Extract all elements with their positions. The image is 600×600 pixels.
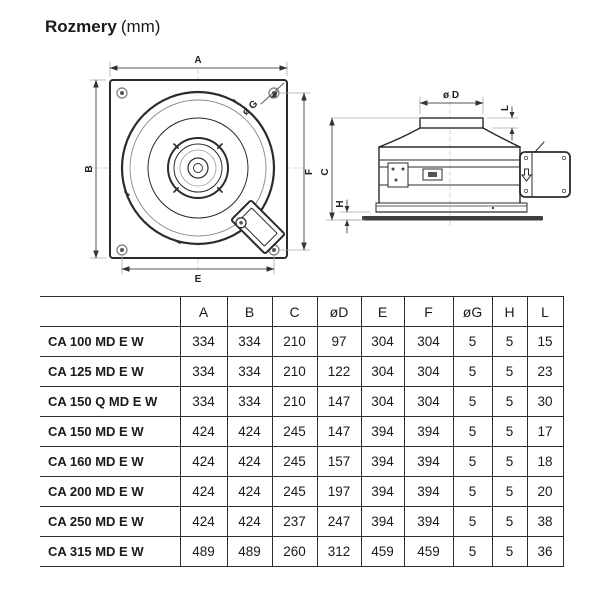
dim-label-a: A [194,55,202,66]
model-name-cell: CA 125 MD E W [40,357,180,387]
table-row [40,387,563,417]
dimension-value-cell: 260 [272,537,317,567]
dimension-value-cell: 334 [180,327,227,357]
dimension-value-cell: 394 [404,507,453,537]
dimension-value-cell: 5 [492,507,527,537]
dimension-value-cell: 122 [317,357,361,387]
dim-a-group [110,55,287,76]
dimension-value-cell: 424 [227,417,272,447]
table-header-cell: E [361,297,404,327]
dimension-value-cell: 38 [527,507,563,537]
dim-label-f: F [304,168,315,176]
table-row [40,477,563,507]
model-name-cell: CA 200 MD E W [40,477,180,507]
dimension-value-cell: 245 [272,447,317,477]
dimension-value-cell: 18 [527,447,563,477]
dimension-value-cell: 424 [180,417,227,447]
dimensions-table [40,296,564,567]
dimension-value-cell: 5 [453,537,492,567]
dimension-value-cell: 304 [404,357,453,387]
table-header-cell: H [492,297,527,327]
dim-label-l: L [500,104,511,112]
dimension-value-cell: 312 [317,537,361,567]
dimension-value-cell: 489 [227,537,272,567]
dimension-value-cell: 5 [492,447,527,477]
dimension-value-cell: 23 [527,357,563,387]
dim-label-e: E [194,274,202,285]
dimension-value-cell: 304 [361,387,404,417]
duct-collar [420,118,483,128]
table-row [40,537,563,567]
dimension-value-cell: 424 [180,477,227,507]
dimension-value-cell: 394 [404,447,453,477]
table-row [40,417,563,447]
dimension-value-cell: 459 [361,537,404,567]
name-plate [423,169,442,180]
dimension-value-cell: 15 [527,327,563,357]
table-row [40,327,563,357]
dimension-value-cell: 157 [317,447,361,477]
dimension-value-cell: 5 [492,387,527,417]
motor-box [520,142,570,197]
dimension-value-cell: 210 [272,357,317,387]
dimension-value-cell: 304 [361,327,404,357]
dim-label-d: ø D [442,90,460,101]
dimension-value-cell: 304 [404,387,453,417]
dimension-value-cell: 210 [272,387,317,417]
dimension-value-cell: 5 [492,417,527,447]
table-header-cell: øG [453,297,492,327]
table-header-cell: A [180,297,227,327]
dimension-value-cell: 5 [453,387,492,417]
dimension-value-cell: 424 [227,507,272,537]
table-header-corner [40,297,180,327]
dimension-value-cell: 17 [527,417,563,447]
dimension-value-cell: 5 [453,477,492,507]
dimension-value-cell: 489 [180,537,227,567]
page-title-text: Rozmery [45,17,117,36]
dimension-value-cell: 394 [404,477,453,507]
dimension-value-cell: 424 [180,507,227,537]
table-header-cell: L [527,297,563,327]
dimension-value-cell: 424 [227,477,272,507]
table-header-cell: F [404,297,453,327]
dim-d-group [420,90,483,114]
dimension-value-cell: 394 [361,417,404,447]
dimension-value-cell: 5 [453,357,492,387]
dimension-value-cell: 5 [492,327,527,357]
dim-label-b: B [84,165,95,173]
dimension-value-cell: 245 [272,477,317,507]
page-title [45,16,160,38]
dimension-value-cell: 5 [492,537,527,567]
dimension-value-cell: 147 [317,417,361,447]
model-name-cell: CA 160 MD E W [40,447,180,477]
dimension-value-cell: 30 [527,387,563,417]
dimension-value-cell: 424 [180,447,227,477]
model-name-cell: CA 315 MD E W [40,537,180,567]
dimension-value-cell: 197 [317,477,361,507]
dim-label-c: C [320,168,331,176]
dimension-value-cell: 210 [272,327,317,357]
page-title-unit: (mm) [120,17,161,36]
cone-housing [379,128,520,147]
dimension-value-cell: 394 [361,447,404,477]
dimension-value-cell: 334 [227,387,272,417]
model-name-cell: CA 150 Q MD E W [40,387,180,417]
table-row [40,507,563,537]
model-name-cell: CA 150 MD E W [40,417,180,447]
dim-l-group [487,105,518,140]
model-name-cell: CA 100 MD E W [40,327,180,357]
table-row [40,447,563,477]
clamp-bracket [388,163,408,187]
dim-label-g: ø G [240,98,261,118]
side-view-drawing [320,90,570,233]
dimension-value-cell: 5 [492,477,527,507]
model-name-cell: CA 250 MD E W [40,507,180,537]
dimension-value-cell: 394 [404,417,453,447]
dimension-value-cell: 97 [317,327,361,357]
table-header-cell: B [227,297,272,327]
base-plate [362,216,543,221]
dimension-value-cell: 394 [361,507,404,537]
dimension-value-cell: 334 [227,327,272,357]
dimension-value-cell: 36 [527,537,563,567]
dim-label-h: H [335,200,346,208]
dim-b-group [84,80,106,258]
table-row [40,357,563,387]
dimension-value-cell: 334 [180,357,227,387]
dimension-value-cell: 334 [180,387,227,417]
dimension-value-cell: 394 [361,477,404,507]
table-header-row [40,297,563,327]
dimension-value-cell: 247 [317,507,361,537]
table-header-cell: øD [317,297,361,327]
front-view-drawing [84,55,315,285]
dimension-drawings [40,48,580,295]
dimensions-table-container [40,296,564,567]
dimension-value-cell: 5 [492,357,527,387]
cable-wire [535,142,544,152]
dimension-value-cell: 5 [453,507,492,537]
dimension-value-cell: 5 [453,447,492,477]
dimension-value-cell: 237 [272,507,317,537]
dimension-value-cell: 304 [361,357,404,387]
flange-band [376,203,527,212]
dimension-value-cell: 5 [453,327,492,357]
dimension-value-cell: 424 [227,447,272,477]
dimension-value-cell: 147 [317,387,361,417]
dimension-value-cell: 459 [404,537,453,567]
dimension-value-cell: 20 [527,477,563,507]
dimension-value-cell: 334 [227,357,272,387]
dimension-value-cell: 5 [453,417,492,447]
dimension-value-cell: 245 [272,417,317,447]
table-header-cell: C [272,297,317,327]
dimensions-table-body [40,327,563,567]
dimension-value-cell: 304 [404,327,453,357]
